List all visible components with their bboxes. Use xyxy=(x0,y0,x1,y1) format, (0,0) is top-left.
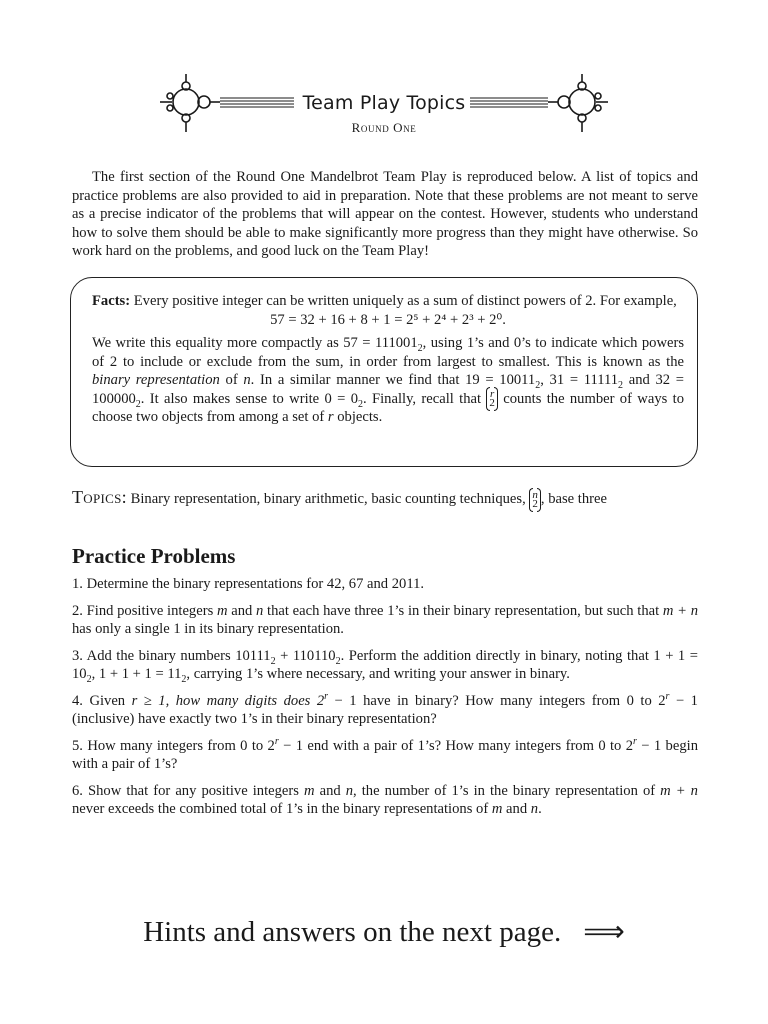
problem-text: and xyxy=(319,782,341,799)
problem-text: 2. Find positive integers xyxy=(72,602,214,619)
problem-text: − 1 end with a pair of 1’s? How many integers from 0 to 2 xyxy=(278,737,634,754)
problem-text: and xyxy=(231,602,253,619)
topics-text: , base three xyxy=(540,491,607,507)
facts-text: . In a similar manner we find that 19 = 10011 xyxy=(250,372,536,388)
problem-text: never exceeds the combined total of 1’s in the binary representations of xyxy=(72,801,489,817)
problem-text: and xyxy=(506,801,528,817)
topics-line xyxy=(72,486,698,510)
subscript: 2 xyxy=(535,379,541,391)
problem-text: + 110110 xyxy=(275,647,336,664)
math-var: m xyxy=(491,801,503,817)
subscript: 2 xyxy=(358,398,364,410)
binomial-n-2 xyxy=(529,488,541,510)
problem-6 xyxy=(72,782,698,819)
problem-text: 4. Given xyxy=(72,692,126,709)
topics-text: Binary representation, binary arithmetic, basic counting techniques, xyxy=(130,491,526,507)
problem-text: . xyxy=(538,801,542,817)
facts-emphasis: binary representation xyxy=(92,372,220,388)
facts-text: of xyxy=(225,372,238,388)
page-subtitle: Round One xyxy=(351,120,417,135)
math-expr: r ≥ 1, how many digits does 2 xyxy=(131,692,325,709)
facts-text: and 32 = 100000 xyxy=(92,372,684,407)
superscript: r xyxy=(274,735,279,747)
binom-bottom: 2 xyxy=(532,497,538,510)
facts-text: Every positive integer can be written uniquely as a sum of distinct powers of 2. For example, xyxy=(133,293,677,309)
superscript: r xyxy=(633,735,637,747)
facts-paragraph-2 xyxy=(92,334,684,427)
header xyxy=(158,70,610,142)
math-var: m xyxy=(304,782,315,799)
problem-text: 6. Show that for any positive integers xyxy=(72,782,299,799)
facts-paragraph-1 xyxy=(92,292,684,311)
facts-text: objects. xyxy=(337,409,383,426)
problem-text: , carrying 1’s where necessary, and writing your answer in binary. xyxy=(186,666,570,682)
math-var: n xyxy=(530,801,539,817)
facts-content xyxy=(92,292,684,427)
facts-equation: 57 = 32 + 16 + 8 + 1 = 2⁵ + 2⁴ + 2³ + 2⁰. xyxy=(270,311,506,328)
subscript: 2 xyxy=(618,379,624,391)
math-expr: m + n xyxy=(660,782,698,799)
math-var: n xyxy=(243,372,251,388)
problem-2 xyxy=(72,602,698,639)
problem-text: , 1 + 1 + 1 = 11 xyxy=(91,666,182,682)
problem-text: 5. How many integers from 0 to 2 xyxy=(72,737,275,754)
math-var: m xyxy=(216,602,228,619)
superscript: r xyxy=(324,690,329,702)
binom-top: r xyxy=(490,388,495,401)
subscript: 2 xyxy=(417,342,423,354)
problem-text: that each have three 1’s in their binary representation, but such that xyxy=(267,602,660,619)
facts-text: . Finally, recall that xyxy=(363,390,482,407)
subscript: 2 xyxy=(135,398,141,410)
binom-bottom: 2 xyxy=(489,397,495,410)
problem-text: − 1 (inclusive) have exactly two 1’s in their binary representation? xyxy=(72,692,698,727)
topics-label: Topics: xyxy=(72,487,127,507)
problem-5 xyxy=(72,737,698,774)
facts-lead: Facts: xyxy=(92,293,131,309)
problem-text: , the number of 1’s in the binary representation of xyxy=(353,782,656,799)
right-arrow-icon: ⟹ xyxy=(583,916,625,948)
problem-text: 3. Add the binary numbers 10111 xyxy=(72,647,271,664)
binom-top: n xyxy=(532,488,538,501)
problem-text: has only a single 1 in its binary representation. xyxy=(72,621,344,637)
facts-text: counts the number of ways to choose two objects from among a set of xyxy=(92,390,685,426)
practice-heading: Practice Problems xyxy=(72,544,236,568)
problem-4 xyxy=(72,692,698,729)
problem-1: 1. Determine the binary representations for 42, 67 and 2011. xyxy=(72,576,425,592)
math-var: n xyxy=(345,782,354,799)
subscript: 2 xyxy=(335,655,341,667)
math-var: r xyxy=(327,409,334,426)
math-expr: m + n xyxy=(662,602,698,619)
problem-3 xyxy=(72,647,698,684)
footer-text: Hints and answers on the next page. xyxy=(143,916,562,948)
facts-text: . It also makes sense to write 0 = 0 xyxy=(140,390,359,407)
page-title: Team Play Topics xyxy=(302,92,466,114)
problem-list xyxy=(72,575,698,827)
problem-text: − 1 begin with a pair of 1’s? xyxy=(72,737,698,772)
facts-text: , using 1’s and 0’s to indicate which powers of 2 to include or exclude from the sum, in order from largest to smallest. This is known as the xyxy=(92,335,685,370)
intro-paragraph: The first section of the Round One Mandelbrot Team Play is reproduced below. A list of topics and practice problems are also provided to aid in preparation. Note that these problems are not meant to serve as a precise indicator of the problems that will appear on the contest. However, students who understand how to solve them should be able to make significantly more progress than they might have otherwise. So work hard on the problems, and good luck on the Team Play! xyxy=(72,169,698,259)
subscript: 2 xyxy=(86,673,92,685)
superscript: r xyxy=(665,690,670,702)
math-var: n xyxy=(256,602,264,619)
facts-text: We write this equality more compactly as 57 = 111001 xyxy=(92,335,418,351)
subscript: 2 xyxy=(181,673,187,685)
subscript: 2 xyxy=(270,655,276,667)
problem-text: − 1 have in binary? How many integers from 0 to 2 xyxy=(328,692,666,709)
binomial-r-2 xyxy=(486,390,498,408)
footer-note xyxy=(0,914,768,949)
facts-text: , 31 = 11111 xyxy=(540,372,619,388)
problem-text: . Perform the addition directly in binary, noting that 1 + 1 = 10 xyxy=(72,647,698,682)
